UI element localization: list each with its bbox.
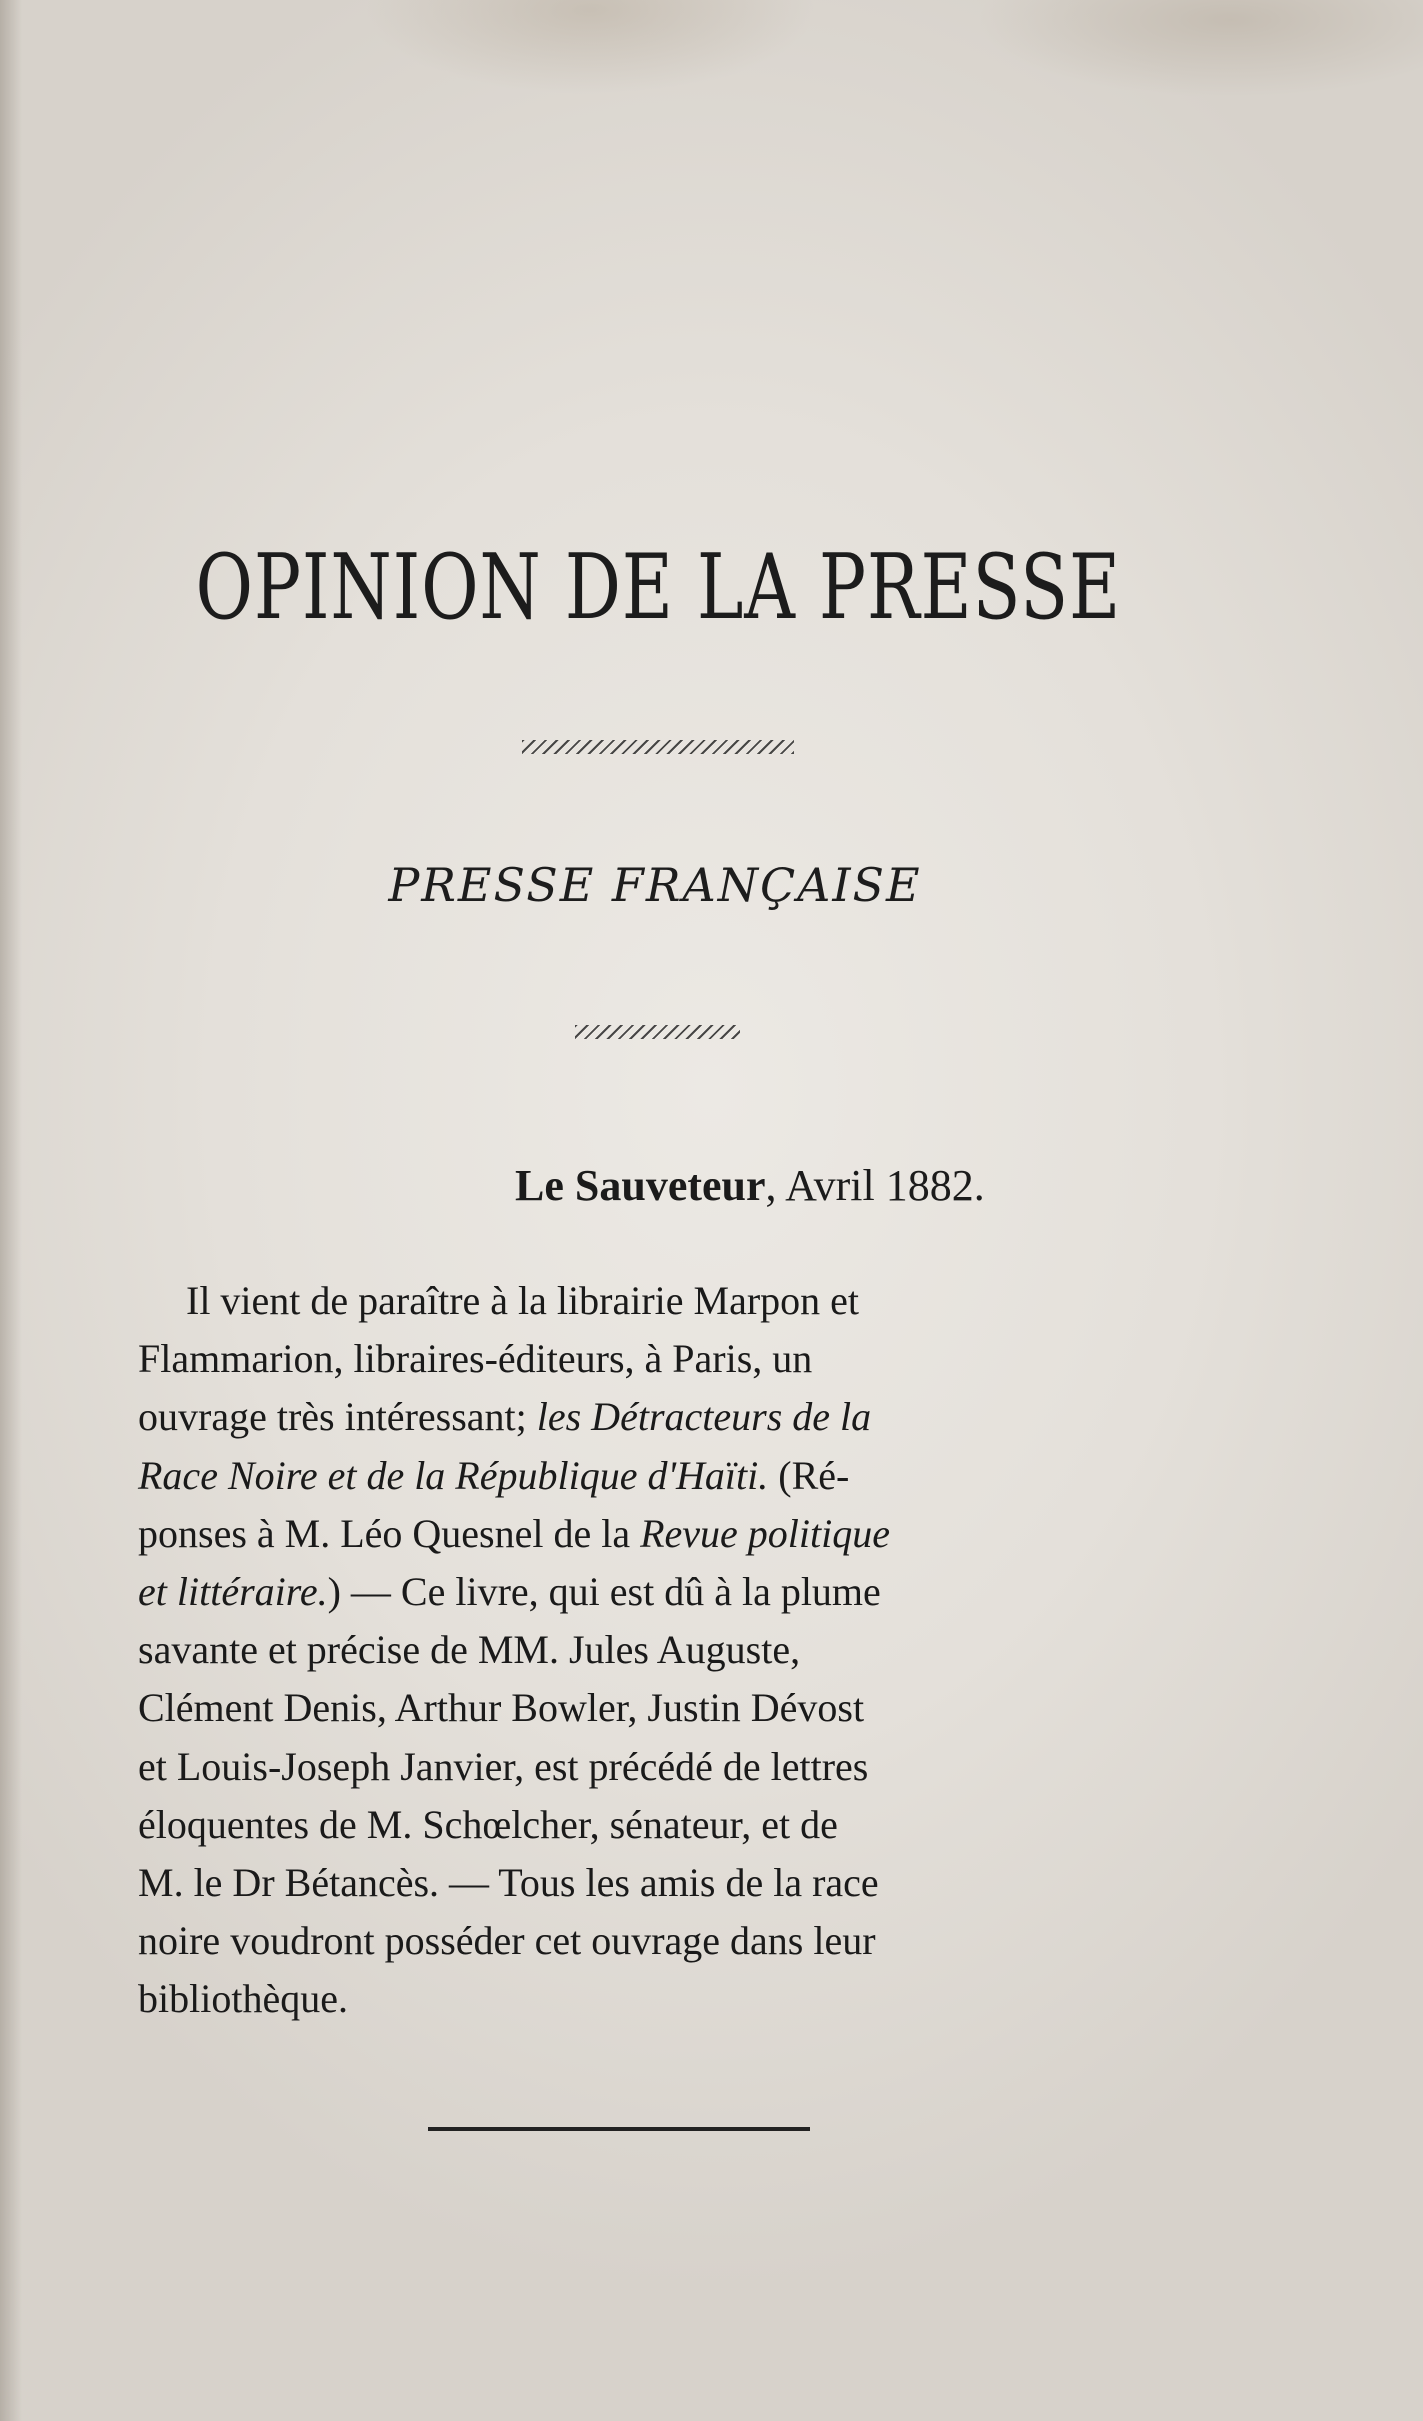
text-segment: savante et précise de MM. Jules Auguste, (138, 1627, 801, 1673)
text-segment: et littéraire.) — Ce livre, qui est dû à la plume (138, 1568, 881, 1614)
text-segment: bibliothèque. (138, 1976, 348, 2022)
newspaper-name: Le Sauveteur (515, 1161, 766, 1210)
article-text (138, 1272, 1168, 2028)
source-date: , Avril 1882. (765, 1161, 985, 1210)
text-line (138, 1447, 1168, 1505)
book-title-italic: Race Noire et de la République d'Haïti. (138, 1452, 769, 1498)
text-line (138, 1505, 1168, 1563)
text-segment: Clément Denis, Arthur Bowler, Justin Dévost (138, 1685, 865, 1731)
closing-rule (428, 2127, 810, 2131)
text-line (138, 1563, 1168, 1621)
source-attribution (515, 1160, 1115, 1211)
text-line (138, 1621, 1168, 1679)
text-segment: ouvrage très intéressant; les Détracteurs de la (138, 1394, 872, 1440)
text-line (138, 1912, 1168, 1970)
text-segment: et Louis-Joseph Janvier, est précédé de lettres (138, 1743, 869, 1789)
text-segment: ponses à M. Léo Quesnel de la Revue politique (138, 1510, 890, 1556)
book-title-italic: les Détracteurs de la (536, 1394, 872, 1440)
text-line (138, 1330, 1168, 1388)
text-line (138, 1854, 1168, 1912)
review-title-italic: et littéraire. (138, 1568, 328, 1614)
text-line (138, 1388, 1168, 1446)
text-line (138, 1679, 1168, 1737)
text-segment: M. le Dr Bétancès. — Tous les amis de la race (138, 1859, 879, 1905)
section-title: PRESSE FRANÇAISE (388, 858, 922, 912)
text-segment: noire voudront posséder cet ouvrage dans leur (138, 1918, 876, 1964)
text-segment: Race Noire et de la République d'Haïti. (Ré- (138, 1452, 850, 1498)
decorative-wavy-rule-small (575, 1025, 740, 1039)
text-segment: Il vient de paraître à la librairie Marpon et (186, 1278, 860, 1323)
page-title: OPINION DE LA PRESSE (195, 535, 1122, 640)
text-line (138, 1738, 1168, 1796)
text-line (138, 1970, 1168, 2028)
decorative-wavy-rule (522, 740, 794, 754)
page-shadow-edge (0, 0, 22, 2421)
text-line (138, 1796, 1168, 1854)
text-line (138, 1272, 1168, 1330)
review-title-italic: Revue politique (640, 1510, 890, 1556)
text-segment: éloquentes de M. Schœlcher, sénateur, et de (138, 1801, 838, 1847)
text-segment: Flammarion, libraires-éditeurs, à Paris, un (138, 1336, 813, 1382)
